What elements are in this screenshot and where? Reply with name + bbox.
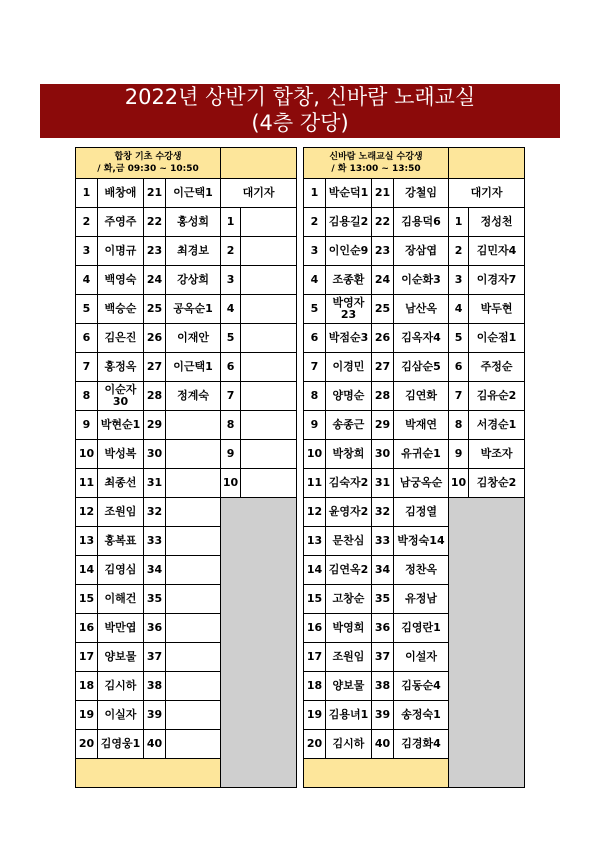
table-row xyxy=(304,411,525,440)
waitlist-name xyxy=(241,353,297,382)
student-name: 송정숙1 xyxy=(394,701,449,730)
table-row xyxy=(76,469,297,498)
waitlist-number: 3 xyxy=(221,266,241,295)
student-name: 고창순 xyxy=(326,585,372,614)
table-row xyxy=(76,440,297,469)
student-name xyxy=(166,527,221,556)
seat-number: 36 xyxy=(144,614,166,643)
student-name xyxy=(166,498,221,527)
class-header xyxy=(304,148,449,179)
seat-number: 7 xyxy=(304,353,326,382)
seat-number: 11 xyxy=(76,469,98,498)
seat-number: 26 xyxy=(372,324,394,353)
student-name: 김용녀1 xyxy=(326,701,372,730)
seat-number: 30 xyxy=(144,440,166,469)
seat-number: 3 xyxy=(304,237,326,266)
seat-number: 32 xyxy=(144,498,166,527)
waitlist-name: 김유순2 xyxy=(469,382,525,411)
seat-number: 13 xyxy=(304,527,326,556)
seat-number: 18 xyxy=(304,672,326,701)
student-name: 박순덕1 xyxy=(326,179,372,208)
waitlist-name xyxy=(241,382,297,411)
seat-number: 32 xyxy=(372,498,394,527)
waitlist-number: 10 xyxy=(221,469,241,498)
waitlist-name: 박두현 xyxy=(469,295,525,324)
student-name: 조원임 xyxy=(98,498,144,527)
student-name: 이명규 xyxy=(98,237,144,266)
waitlist-number: 2 xyxy=(449,237,469,266)
waitlist-number: 8 xyxy=(221,411,241,440)
student-name: 이근택1 xyxy=(166,353,221,382)
student-name: 정찬옥 xyxy=(394,556,449,585)
waitlist-number: 7 xyxy=(221,382,241,411)
waitlist-name: 서경순1 xyxy=(469,411,525,440)
waitlist-number: 7 xyxy=(449,382,469,411)
student-name: 양명순 xyxy=(326,382,372,411)
title-line1: 2022년 상반기 합창, 신바람 노래교실 xyxy=(124,85,476,109)
waitlist-header: 대기자 xyxy=(221,179,297,208)
class-title: 신바람 노래교실 수강생 xyxy=(329,152,423,162)
seat-number: 39 xyxy=(144,701,166,730)
student-name: 이근택1 xyxy=(166,179,221,208)
seat-number: 6 xyxy=(76,324,98,353)
waitlist-number: 1 xyxy=(221,208,241,237)
seat-number: 5 xyxy=(304,295,326,324)
student-name: 최경보 xyxy=(166,237,221,266)
student-name: 박재연 xyxy=(394,411,449,440)
table-row xyxy=(76,237,297,266)
waitlist-name xyxy=(241,208,297,237)
student-name: 조원임 xyxy=(326,643,372,672)
student-name: 김삼순5 xyxy=(394,353,449,382)
student-name: 이경민 xyxy=(326,353,372,382)
table-footer xyxy=(304,759,449,788)
seat-number: 34 xyxy=(372,556,394,585)
seat-number: 22 xyxy=(144,208,166,237)
student-name: 김용덕6 xyxy=(394,208,449,237)
waitlist-name: 이경자7 xyxy=(469,266,525,295)
seat-number: 2 xyxy=(76,208,98,237)
waitlist-number: 4 xyxy=(221,295,241,324)
student-name: 공옥순1 xyxy=(166,295,221,324)
student-name: 유귀순1 xyxy=(394,440,449,469)
seat-number: 24 xyxy=(144,266,166,295)
seat-number: 37 xyxy=(144,643,166,672)
student-name: 이순자30 xyxy=(98,382,144,411)
student-name: 백영숙 xyxy=(98,266,144,295)
waitlist-name xyxy=(241,440,297,469)
table-row xyxy=(304,440,525,469)
seat-number: 11 xyxy=(304,469,326,498)
table-row xyxy=(76,179,297,208)
seat-number: 8 xyxy=(76,382,98,411)
seat-number: 4 xyxy=(76,266,98,295)
table-row xyxy=(76,208,297,237)
seat-number: 8 xyxy=(304,382,326,411)
seat-number: 39 xyxy=(372,701,394,730)
student-name: 박창희 xyxy=(326,440,372,469)
empty-shaded-area xyxy=(449,498,525,788)
seat-number: 13 xyxy=(76,527,98,556)
title-line2: (4층 강당) xyxy=(251,111,349,135)
student-name: 김경화4 xyxy=(394,730,449,759)
student-name: 홍정옥 xyxy=(98,353,144,382)
seat-number: 10 xyxy=(76,440,98,469)
waitlist-number: 6 xyxy=(449,353,469,382)
student-name xyxy=(166,411,221,440)
student-name: 박영희 xyxy=(326,614,372,643)
waitlist-name: 김민자4 xyxy=(469,237,525,266)
student-name: 홍복표 xyxy=(98,527,144,556)
table-row xyxy=(304,324,525,353)
seat-number: 28 xyxy=(144,382,166,411)
student-name: 김은진 xyxy=(98,324,144,353)
seat-number: 15 xyxy=(304,585,326,614)
table-row xyxy=(304,208,525,237)
student-name: 남궁옥순 xyxy=(394,469,449,498)
student-name: 김시하 xyxy=(326,730,372,759)
seat-number: 5 xyxy=(76,295,98,324)
student-name: 김시하 xyxy=(98,672,144,701)
student-name: 남산옥 xyxy=(394,295,449,324)
table-footer xyxy=(76,759,221,788)
waitlist-name xyxy=(241,411,297,440)
seat-number: 25 xyxy=(372,295,394,324)
student-name: 배창애 xyxy=(98,179,144,208)
student-name: 이실자 xyxy=(98,701,144,730)
student-name: 양보물 xyxy=(98,643,144,672)
seat-number: 35 xyxy=(372,585,394,614)
seat-number: 31 xyxy=(372,469,394,498)
student-name xyxy=(166,730,221,759)
student-name: 김영웅1 xyxy=(98,730,144,759)
student-name: 정계숙 xyxy=(166,382,221,411)
student-name xyxy=(166,556,221,585)
seat-number: 40 xyxy=(372,730,394,759)
student-name: 김영란1 xyxy=(394,614,449,643)
table-row xyxy=(76,498,297,527)
table-row xyxy=(304,382,525,411)
student-name: 문찬심 xyxy=(326,527,372,556)
seat-number: 9 xyxy=(76,411,98,440)
seat-number: 20 xyxy=(76,730,98,759)
student-name: 백승순 xyxy=(98,295,144,324)
singing-class-table xyxy=(303,147,525,788)
student-name: 김연화 xyxy=(394,382,449,411)
seat-number: 6 xyxy=(304,324,326,353)
student-name: 박현순1 xyxy=(98,411,144,440)
waitlist-name xyxy=(241,295,297,324)
student-name: 박만엽 xyxy=(98,614,144,643)
seat-number: 4 xyxy=(304,266,326,295)
seat-number: 38 xyxy=(372,672,394,701)
student-name: 이설자 xyxy=(394,643,449,672)
waitlist-number: 8 xyxy=(449,411,469,440)
student-name: 박점순3 xyxy=(326,324,372,353)
table-row xyxy=(304,237,525,266)
table-row xyxy=(76,295,297,324)
seat-number: 36 xyxy=(372,614,394,643)
table-row xyxy=(304,498,525,527)
seat-number: 18 xyxy=(76,672,98,701)
student-name: 김숙자2 xyxy=(326,469,372,498)
empty-shaded-area xyxy=(221,498,297,788)
seat-number: 24 xyxy=(372,266,394,295)
waitlist-number: 9 xyxy=(221,440,241,469)
table-row xyxy=(304,179,525,208)
seat-number: 25 xyxy=(144,295,166,324)
student-name xyxy=(166,701,221,730)
seat-number: 23 xyxy=(144,237,166,266)
table-row xyxy=(76,382,297,411)
waitlist-number: 1 xyxy=(449,208,469,237)
student-name: 박정숙14 xyxy=(394,527,449,556)
waitlist-name: 박조자 xyxy=(469,440,525,469)
table-row xyxy=(76,324,297,353)
seat-number: 16 xyxy=(76,614,98,643)
seat-number: 38 xyxy=(144,672,166,701)
seat-number: 1 xyxy=(304,179,326,208)
class-header xyxy=(76,148,221,179)
seat-number: 20 xyxy=(304,730,326,759)
table-row xyxy=(76,266,297,295)
seat-number: 2 xyxy=(304,208,326,237)
seat-number: 30 xyxy=(372,440,394,469)
choir-basic-table xyxy=(75,147,297,788)
waitlist-name xyxy=(241,237,297,266)
seat-number: 34 xyxy=(144,556,166,585)
table-row xyxy=(304,295,525,324)
waitlist-name xyxy=(241,324,297,353)
waitlist-number: 5 xyxy=(449,324,469,353)
seat-number: 21 xyxy=(144,179,166,208)
student-name: 강철임 xyxy=(394,179,449,208)
seat-number: 26 xyxy=(144,324,166,353)
student-name xyxy=(166,440,221,469)
table-row xyxy=(304,266,525,295)
waitlist-name: 김창순2 xyxy=(469,469,525,498)
seat-number: 9 xyxy=(304,411,326,440)
student-name xyxy=(166,469,221,498)
student-name: 최종선 xyxy=(98,469,144,498)
waitlist-number: 4 xyxy=(449,295,469,324)
table-row xyxy=(304,353,525,382)
student-name: 이해건 xyxy=(98,585,144,614)
student-name: 장삼엽 xyxy=(394,237,449,266)
waitlist-number: 2 xyxy=(221,237,241,266)
student-name: 주영주 xyxy=(98,208,144,237)
header-blank xyxy=(221,148,297,179)
seat-number: 27 xyxy=(144,353,166,382)
seat-number: 23 xyxy=(372,237,394,266)
student-name: 김동순4 xyxy=(394,672,449,701)
seat-number: 15 xyxy=(76,585,98,614)
seat-number: 12 xyxy=(304,498,326,527)
seat-number: 29 xyxy=(144,411,166,440)
student-name: 김옥자4 xyxy=(394,324,449,353)
table-row xyxy=(304,469,525,498)
seat-number: 28 xyxy=(372,382,394,411)
waitlist-name xyxy=(241,469,297,498)
waitlist-number: 6 xyxy=(221,353,241,382)
student-name: 강상희 xyxy=(166,266,221,295)
waitlist-number: 5 xyxy=(221,324,241,353)
seat-number: 1 xyxy=(76,179,98,208)
student-name: 이순화3 xyxy=(394,266,449,295)
seat-number: 12 xyxy=(76,498,98,527)
seat-number: 31 xyxy=(144,469,166,498)
waitlist-header: 대기자 xyxy=(449,179,525,208)
student-name xyxy=(166,672,221,701)
student-name: 윤영자2 xyxy=(326,498,372,527)
waitlist-name: 주정순 xyxy=(469,353,525,382)
waitlist-name: 정성천 xyxy=(469,208,525,237)
waitlist-number: 10 xyxy=(449,469,469,498)
seat-number: 10 xyxy=(304,440,326,469)
student-name: 박영자23 xyxy=(326,295,372,324)
waitlist-number: 9 xyxy=(449,440,469,469)
seat-number: 21 xyxy=(372,179,394,208)
student-name xyxy=(166,614,221,643)
seat-number: 22 xyxy=(372,208,394,237)
student-name xyxy=(166,585,221,614)
table-row xyxy=(76,353,297,382)
student-name: 김연옥2 xyxy=(326,556,372,585)
seat-number: 19 xyxy=(76,701,98,730)
student-name: 조종환 xyxy=(326,266,372,295)
seat-number: 27 xyxy=(372,353,394,382)
seat-number: 17 xyxy=(304,643,326,672)
student-name: 김영심 xyxy=(98,556,144,585)
seat-number: 37 xyxy=(372,643,394,672)
class-schedule: / 화 13:00 ~ 13:50 xyxy=(331,164,421,174)
table-row xyxy=(76,411,297,440)
student-name: 이인순9 xyxy=(326,237,372,266)
header-blank xyxy=(449,148,525,179)
student-name: 김용길2 xyxy=(326,208,372,237)
seat-number: 14 xyxy=(304,556,326,585)
seat-number: 16 xyxy=(304,614,326,643)
seat-number: 33 xyxy=(372,527,394,556)
class-schedule: / 화,금 09:30 ~ 10:50 xyxy=(97,164,199,174)
seat-number: 17 xyxy=(76,643,98,672)
seat-number: 19 xyxy=(304,701,326,730)
waitlist-name xyxy=(241,266,297,295)
student-name xyxy=(166,643,221,672)
student-name: 이재안 xyxy=(166,324,221,353)
seat-number: 40 xyxy=(144,730,166,759)
student-name: 유정남 xyxy=(394,585,449,614)
student-name: 홍성희 xyxy=(166,208,221,237)
title-banner xyxy=(40,84,560,138)
student-name: 양보물 xyxy=(326,672,372,701)
seat-number: 33 xyxy=(144,527,166,556)
waitlist-number: 3 xyxy=(449,266,469,295)
waitlist-name: 이순점1 xyxy=(469,324,525,353)
student-name: 송종근 xyxy=(326,411,372,440)
seat-number: 3 xyxy=(76,237,98,266)
student-name: 박성복 xyxy=(98,440,144,469)
student-name: 김정열 xyxy=(394,498,449,527)
seat-number: 35 xyxy=(144,585,166,614)
seat-number: 29 xyxy=(372,411,394,440)
class-title: 합창 기초 수강생 xyxy=(114,152,182,162)
seat-number: 14 xyxy=(76,556,98,585)
seat-number: 7 xyxy=(76,353,98,382)
